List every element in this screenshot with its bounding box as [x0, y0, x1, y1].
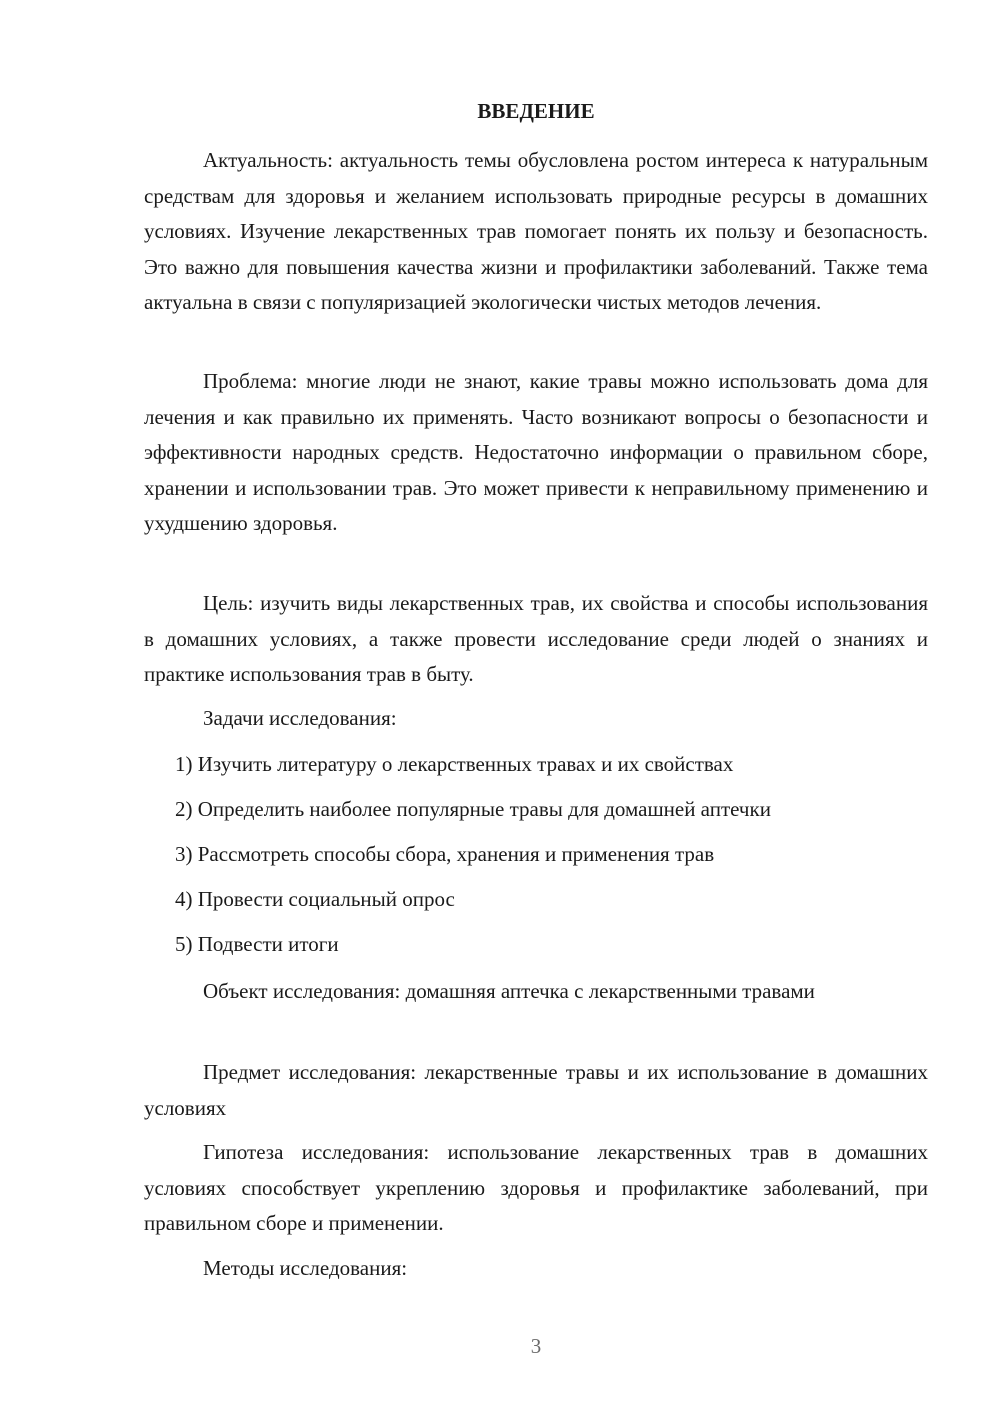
subject-paragraph: Предмет исследования: лекарственные травы и их использование в домашних условиях [144, 1060, 928, 1120]
tasks-heading: Задачи исследования: [203, 706, 397, 730]
problem-paragraph: Проблема: многие люди не знают, какие травы можно использовать дома для лечения и как правильно их применять. Часто возникают вопросы о безопасности и эффективности народных средств. Недостаточно информации о правильном сборе, хранении и использовании трав. Это может привести к неправильному применению и ухудшению здоровья. [144, 369, 928, 535]
task-item: 4) Провести социальный опрос [175, 887, 455, 911]
object-paragraph: Объект исследования: домашняя аптечка с лекарственными травами [203, 979, 815, 1003]
goal-paragraph: Цель: изучить виды лекарственных трав, их свойства и способы использования в домашних условиях, а также провести исследование среди людей о знаниях и практике использования трав в быту. [144, 591, 928, 686]
methods-heading: Методы исследования: [203, 1256, 408, 1280]
section-title: ВВЕДЕНИЕ [477, 99, 595, 123]
task-item: 1) Изучить литературу о лекарственных травах и их свойствах [175, 752, 734, 776]
task-item: 5) Подвести итоги [175, 932, 339, 956]
relevance-paragraph: Актуальность: актуальность темы обусловлена ростом интереса к натуральным средствам для здоровья и желанием использовать природные ресурсы в домашних условиях. Изучение лекарственных трав помогает понять их пользу и безопасность. Это важно для повышения качества жизни и профилактики заболеваний. Также тема актуальна в связи с популяризацией экологически чистых методов лечения. [144, 148, 928, 314]
task-item: 3) Рассмотреть способы сбора, хранения и применения трав [175, 842, 715, 866]
page-number: 3 [530, 1334, 542, 1358]
hypothesis-paragraph: Гипотеза исследования: использование лекарственных трав в домашних условиях способствует укреплению здоровья и профилактике заболеваний, при правильном сборе и применении. [144, 1140, 928, 1235]
task-item: 2) Определить наиболее популярные травы для домашней аптечки [175, 797, 771, 821]
